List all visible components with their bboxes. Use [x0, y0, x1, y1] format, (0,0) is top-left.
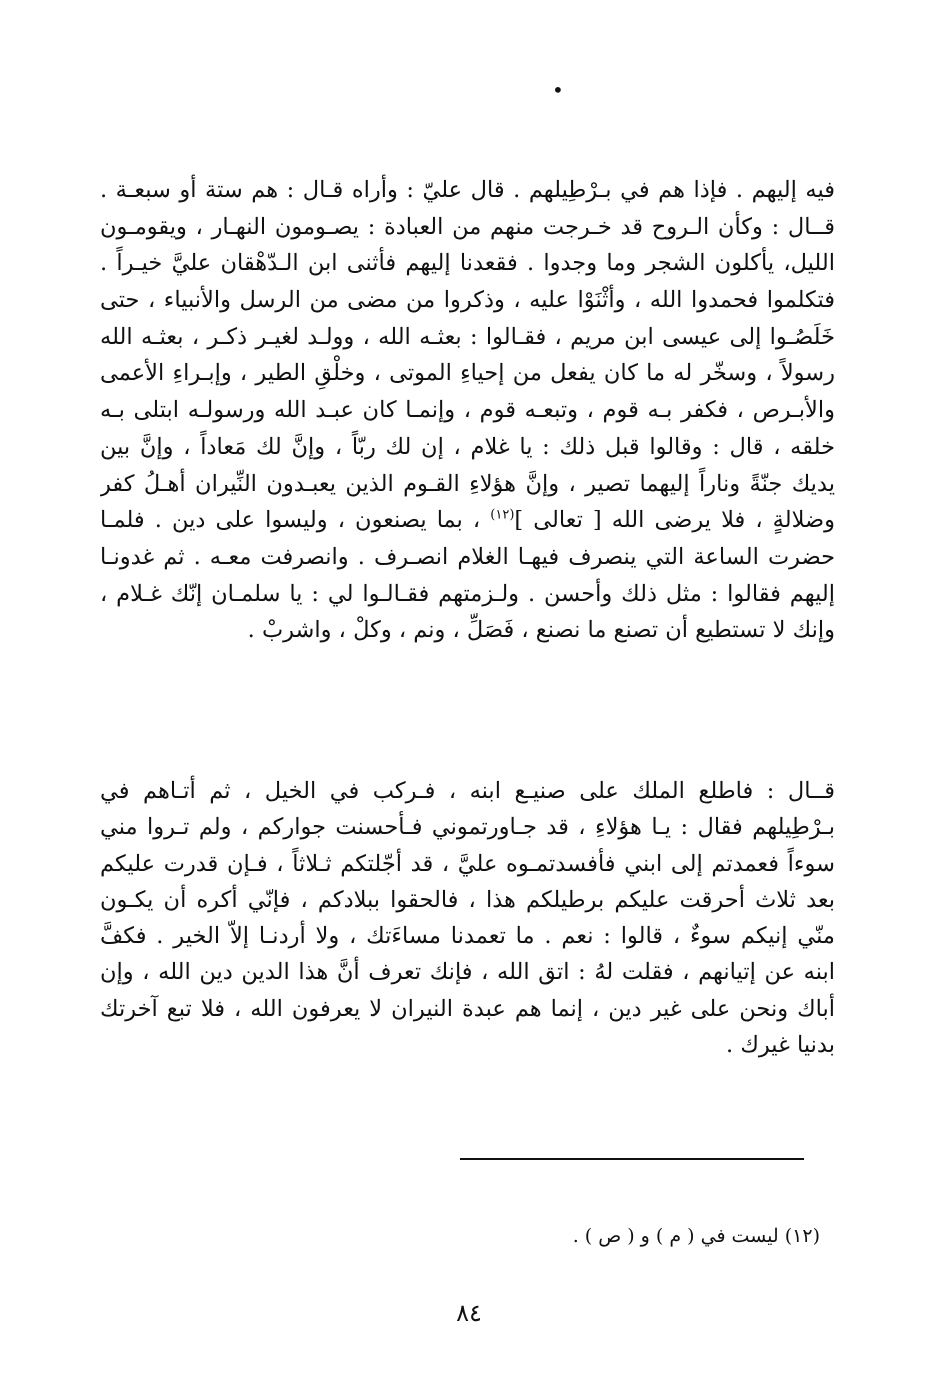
text-line-with-footnote: [100, 502, 835, 539]
text-line: يديك جنّةً وناراً إليهما تصير ، وإنَّ هؤلاءِ القـوم الذين يعبـدون النِّيران أهـلُ كفر: [100, 470, 835, 497]
text-line: قــال : وكأن الـروح قد خـرجت منهم من العبادة : يصـومون النهـار ، ويقومـون: [100, 213, 835, 240]
text-line: إليهم فقالوا : مثل ذلك وأحسن . ولـزمتهم فقـالـوا لي : يا سلمـان إنّك غـلام ،: [100, 580, 835, 607]
footnote-separator-rule: [460, 1158, 804, 1160]
text-line: الليل، يأكلون الشجر وما وجدوا . فقعدنا إليهم فأثنى ابن الـدّهْقان عليَّ خيـراً .: [100, 250, 835, 277]
top-dot-mark: •: [552, 78, 564, 102]
text-line: حضرت الساعة التي ينصرف فيهـا الغلام انصـرف . وانصرفت معـه . ثم غدونـا: [100, 543, 835, 570]
text-line: منّي إنيكم سوءٌ ، قالوا : نعم . ما تعمدنا مساءَتك ، ولا أردنـا إلاّ الخير . فكفَّ: [100, 923, 835, 950]
paragraph-2: [100, 773, 835, 1063]
footnote-reference: (١٢): [490, 507, 515, 523]
text-line: قــال : فاطلع الملك على صنيـع ابنه ، فـركب في الخيل ، ثم أتـاهم في: [100, 778, 835, 804]
text-line-start: وضلالةٍ ، فلا يرضى الله [ تعالى ]: [514, 507, 835, 534]
text-line: رسولاً ، وسخّر له ما كان يفعل من إحياءِ الموتى ، وخلْقِ الطير ، وإبـراءِ الأعمى: [100, 360, 835, 387]
text-line: فتكلموا فحمدوا الله ، وأثْنَوْا عليه ، وذكروا من مضى من الرسل والأنبياء ، حتى: [100, 287, 835, 314]
text-line: سوءاً فعمدتم إلى ابني فأفسدتمـوه عليَّ ، قد أجّلتكم ثـلاثاً ، فـإن قدرت عليكم: [100, 850, 835, 877]
text-line: وإنك لا تستطيع أن تصنع ما نصنع ، فَصَلِّ ، ونم ، وكلْ ، واشربْ .: [247, 617, 835, 644]
text-line: بـرْطِيلهم فقال : يـا هؤلاءِ ، قد جـاورتموني فـأحسنت جواركم ، ولم تـروا مني: [100, 814, 835, 841]
text-line: فيه إليهم . فإذا هم في بـرْطِيلهم . قال عليّ : وأراه قـال : هم ستة أو سبعـة .: [100, 177, 835, 203]
text-line: أباك ونحن على غير دين ، إنما هم عبدة النيران لا يعرفون الله ، فلا تبع آخرتك: [100, 995, 835, 1022]
text-line: خَلَصُـوا إلى عيسى ابن مريم ، فقـالوا : بعثـه الله ، وولـد لغيـر ذكـر ، بعثـه الله: [100, 323, 835, 350]
text-line: بدنيا غيرك .: [726, 1032, 835, 1059]
text-line: والأبـرص ، فكفر بـه قوم ، وتبعـه قوم ، وإنمـا كان عبـد الله ورسولـه ابتلى بـه: [100, 397, 835, 424]
footnote: (١٢) ليست في ( م ) و ( ص ) .: [572, 1225, 820, 1247]
text-line: خلقه ، قال : وقالوا قبل ذلك : يا غلام ، إن لك ربّاً ، وإنَّ لك مَعاداً ، وإنَّ بين: [100, 433, 835, 460]
text-line-end: ، بما يصنعون ، وليسوا على دين . فلمـا: [100, 507, 481, 534]
paragraph-1: [100, 172, 835, 649]
text-line: بعد ثلاث أحرقت عليكم برطيلكم هذا ، فالحقوا ببلادكم ، فإنّي أكره أن يكـون: [100, 886, 835, 913]
page-number: ٨٤: [456, 1299, 482, 1327]
text-line: ابنه عن إتيانهم ، فقلت لهُ : اتق الله ، فإنك تعرف أنَّ هذا الدين دين الله ، وإن: [100, 959, 835, 986]
